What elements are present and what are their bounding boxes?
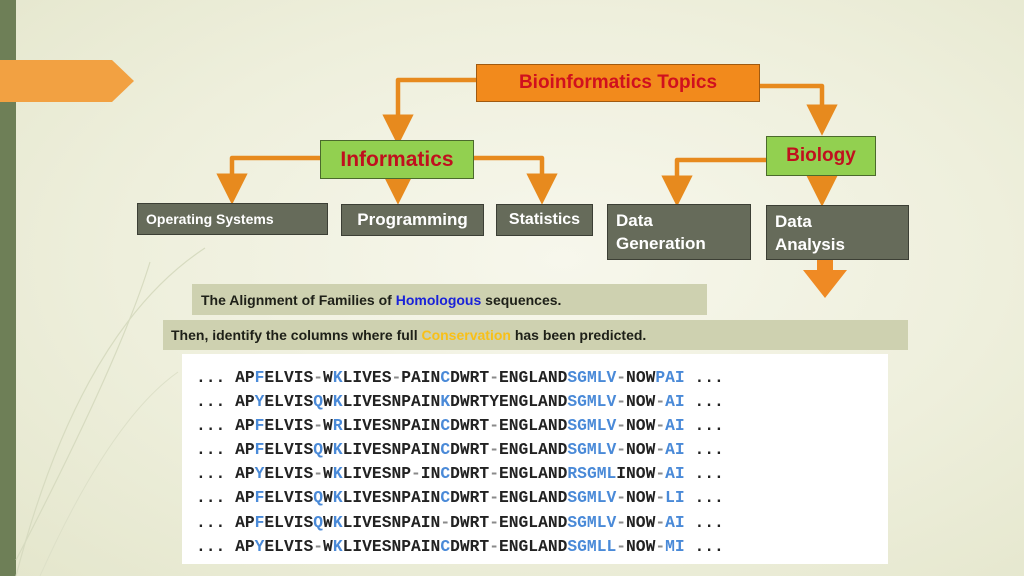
alignment-segment: Y xyxy=(254,464,265,484)
alignment-segment: F xyxy=(254,512,265,532)
alignment-segment: - xyxy=(655,464,666,484)
alignment-segment: PAIN xyxy=(401,368,441,387)
alignment-segment: C xyxy=(440,464,451,484)
alignment-row xyxy=(196,438,888,462)
statistics-label: Statistics xyxy=(508,211,581,228)
programming-label: Programming xyxy=(357,210,468,229)
alignment-segment: ENGLAND xyxy=(498,488,568,508)
alignment-segment: - xyxy=(616,512,627,532)
alignment-segment: K xyxy=(332,368,343,387)
alignment-segment: - xyxy=(440,512,451,532)
alignment-segment: ... xyxy=(684,488,724,508)
banner2-prefix: Then, identify the columns where full xyxy=(171,327,422,343)
alignment-segment: - xyxy=(616,440,627,460)
alignment-segment: - xyxy=(411,464,421,484)
alignment-segment: - xyxy=(313,416,324,436)
alignment-segment: ELVIS xyxy=(264,416,314,436)
alignment-segment: ... xyxy=(684,416,724,436)
alignment-row xyxy=(196,462,888,486)
alignment-segment: C xyxy=(440,536,451,556)
alignment-row xyxy=(196,366,888,390)
alignment-segment: ... xyxy=(684,536,724,556)
alignment-segment: AI xyxy=(665,440,685,460)
alignment-segment: - xyxy=(616,368,627,387)
alignment-segment: LIVESNPAIN xyxy=(342,488,441,508)
conservation-highlight: Conservation xyxy=(421,327,511,343)
alignment-segment: ... AP xyxy=(196,512,255,532)
statistics-box xyxy=(496,204,593,236)
alignment-segment: LI xyxy=(665,488,685,508)
alignment-segment: ELVIS xyxy=(264,392,314,412)
alignment-segment: - xyxy=(489,464,499,484)
alignment-segment: ENGLAND xyxy=(499,464,568,484)
sequence-alignment-panel xyxy=(182,354,888,564)
alignment-segment: C xyxy=(440,488,451,508)
alignment-segment: - xyxy=(655,488,666,508)
alignment-segment: W xyxy=(323,464,333,484)
alignment-segment: ELVIS xyxy=(264,488,314,508)
alignment-segment: SGMLV xyxy=(567,512,617,532)
alignment-segment: INOW xyxy=(616,464,656,484)
bioinformatics-topics-box xyxy=(476,64,760,102)
alignment-segment: W xyxy=(323,488,333,508)
alignment-segment: ... xyxy=(684,440,724,460)
alignment-segment: W xyxy=(323,392,333,412)
alignment-segment: Y xyxy=(254,392,265,412)
alignment-segment: NOW xyxy=(626,512,656,532)
alignment-segment: LIVESNPAIN xyxy=(342,536,441,556)
alignment-segment: - xyxy=(616,416,627,436)
alignment-segment: - xyxy=(489,368,499,387)
alignment-segment: - xyxy=(655,536,666,556)
alignment-segment: Q xyxy=(313,512,324,532)
alignment-segment: ELVIS xyxy=(264,536,314,556)
banner1-prefix: The Alignment of Families of xyxy=(201,291,396,308)
alignment-segment: F xyxy=(254,416,265,436)
data-analysis-label-line1: Data xyxy=(775,211,812,231)
alignment-segment: Q xyxy=(313,392,324,412)
alignment-segment: ELVIS xyxy=(264,440,314,460)
alignment-segment: C xyxy=(440,368,451,387)
arrow-to-statistics xyxy=(474,158,542,189)
alignment-segment: - xyxy=(655,392,666,412)
alignment-segment: K xyxy=(332,464,343,484)
alignment-segment: - xyxy=(655,440,666,460)
alignment-segment: DWRT xyxy=(450,536,490,556)
alignment-segment: - xyxy=(313,464,324,484)
alignment-segment: K xyxy=(332,512,343,532)
alignment-segment: - xyxy=(489,488,499,508)
alignment-segment: ... AP xyxy=(196,536,255,556)
banner1-suffix: sequences. xyxy=(481,291,562,308)
alignment-segment: AI xyxy=(665,464,685,484)
arrow-to-operating-systems xyxy=(232,158,320,189)
data-generation-label-line1: Data xyxy=(616,211,653,230)
alignment-segment: ENGLAND xyxy=(498,512,568,532)
alignment-segment: DWRT xyxy=(450,512,490,532)
alignment-row xyxy=(196,511,888,535)
alignment-segment: ELVIS xyxy=(264,368,314,387)
operating-systems-box xyxy=(137,203,328,235)
alignment-segment: LIVESNPAIN xyxy=(342,392,441,412)
alignment-segment: W xyxy=(323,440,333,460)
alignment-segment: - xyxy=(313,536,324,556)
alignment-segment: - xyxy=(489,416,499,436)
informatics-box xyxy=(320,140,474,179)
arrow-to-data-generation xyxy=(677,160,766,191)
alignment-segment: F xyxy=(254,488,265,508)
alignment-segment: NOW xyxy=(626,392,656,412)
alignment-segment: - xyxy=(655,416,666,436)
alignment-segment: ENGLAND xyxy=(499,368,568,387)
bioinformatics-topics-label: Bioinformatics Topics xyxy=(518,72,718,93)
down-arrow-icon xyxy=(803,260,847,298)
data-generation-label-line2: Generation xyxy=(616,234,706,253)
alignment-segment: LIVESNPAIN xyxy=(342,440,441,460)
alignment-segment: - xyxy=(616,536,627,556)
alignment-segment: NOW xyxy=(626,440,656,460)
alignment-segment: MI xyxy=(665,536,685,556)
alignment-segment: K xyxy=(440,392,451,412)
alignment-segment: ... AP xyxy=(196,488,255,508)
alignment-segment: ... AP xyxy=(196,464,255,484)
alignment-segment: K xyxy=(332,392,343,412)
alignment-segment: IN xyxy=(420,464,441,484)
alignment-segment: C xyxy=(440,440,451,460)
alignment-row xyxy=(196,535,888,559)
alignment-segment: W xyxy=(323,416,333,436)
alignment-row xyxy=(196,486,888,510)
alignment-segment: DWRT xyxy=(450,416,490,436)
alignment-segment: K xyxy=(332,536,343,556)
homologous-banner xyxy=(192,284,707,315)
alignment-segment: R xyxy=(332,416,343,436)
alignment-segment: DWRT xyxy=(450,368,490,387)
alignment-segment: AI xyxy=(665,512,685,532)
alignment-segment: AI xyxy=(665,416,685,436)
informatics-label: Informatics xyxy=(340,147,454,171)
alignment-segment: DWRT xyxy=(450,464,490,484)
alignment-segment: ... AP xyxy=(196,416,255,436)
alignment-segment: ... xyxy=(684,464,724,484)
alignment-segment: W xyxy=(323,536,333,556)
banner2-suffix: has been predicted. xyxy=(510,327,647,343)
alignment-segment: NOW xyxy=(626,536,656,556)
arrow-root-to-informatics xyxy=(398,80,476,130)
alignment-segment: K xyxy=(332,488,343,508)
alignment-segment: W xyxy=(323,368,333,387)
alignment-segment: W xyxy=(323,512,333,532)
alignment-segment: ELVIS xyxy=(264,512,314,532)
alignment-segment: Y xyxy=(254,536,265,556)
data-analysis-label-line2: Analysis xyxy=(775,234,845,254)
alignment-segment: SGMLV xyxy=(567,440,617,460)
alignment-row xyxy=(196,390,888,414)
alignment-segment: ENGLAND xyxy=(498,536,568,556)
alignment-segment: SGMLV xyxy=(567,392,617,412)
alignment-segment: NOW xyxy=(626,368,656,387)
alignment-segment: DWRT xyxy=(450,488,490,508)
data-analysis-box xyxy=(766,205,909,260)
alignment-segment: ... xyxy=(684,368,724,387)
alignment-segment: C xyxy=(440,416,451,436)
alignment-segment: RSGML xyxy=(567,464,617,484)
conservation-banner xyxy=(163,320,908,350)
alignment-segment: ... AP xyxy=(196,440,255,460)
alignment-segment: ... AP xyxy=(196,392,255,412)
alignment-segment: ... xyxy=(684,392,724,412)
alignment-segment: SGMLV xyxy=(567,416,617,436)
programming-box xyxy=(341,204,484,236)
alignment-segment: LIVES xyxy=(342,368,392,387)
alignment-segment: AI xyxy=(665,392,685,412)
biology-box xyxy=(766,136,876,176)
alignment-segment: - xyxy=(391,368,402,387)
arrow-root-to-biology xyxy=(760,86,822,120)
alignment-segment: ... xyxy=(684,512,724,532)
alignment-segment: K xyxy=(332,440,343,460)
alignment-segment: ENGLAND xyxy=(498,440,568,460)
alignment-segment: - xyxy=(616,392,626,412)
alignment-segment: ... AP xyxy=(196,368,255,387)
alignment-segment: F xyxy=(254,440,265,460)
alignment-segment: - xyxy=(313,368,324,387)
alignment-segment: NOW xyxy=(626,416,656,436)
alignment-segment: DWRT xyxy=(450,440,490,460)
alignment-segment: LIVESNP xyxy=(342,464,412,484)
alignment-segment: DWRTYENGLAND xyxy=(450,392,568,412)
alignment-segment: - xyxy=(616,488,627,508)
alignment-segment: - xyxy=(489,440,499,460)
alignment-segment: SGMLL xyxy=(567,536,617,556)
alignment-segment: LIVESNPAIN xyxy=(342,512,441,532)
alignment-segment: ELVIS xyxy=(264,464,314,484)
alignment-segment: - xyxy=(489,512,499,532)
alignment-segment: SGMLV xyxy=(567,368,617,387)
homologous-highlight: Homologous xyxy=(395,291,482,308)
alignment-segment: F xyxy=(254,368,265,387)
alignment-segment: SGMLV xyxy=(567,488,617,508)
alignment-segment: - xyxy=(655,512,666,532)
alignment-segment: NOW xyxy=(626,488,656,508)
alignment-segment: LIVESNPAIN xyxy=(342,416,441,436)
alignment-segment: - xyxy=(489,536,499,556)
operating-systems-label: Operating Systems xyxy=(146,211,274,227)
alignment-row xyxy=(196,414,888,438)
alignment-segment: PAI xyxy=(655,368,685,387)
alignment-segment: ENGLAND xyxy=(498,416,568,436)
data-generation-box xyxy=(607,204,751,260)
alignment-segment: Q xyxy=(313,440,324,460)
alignment-segment: Q xyxy=(313,488,324,508)
biology-label: Biology xyxy=(786,145,856,166)
